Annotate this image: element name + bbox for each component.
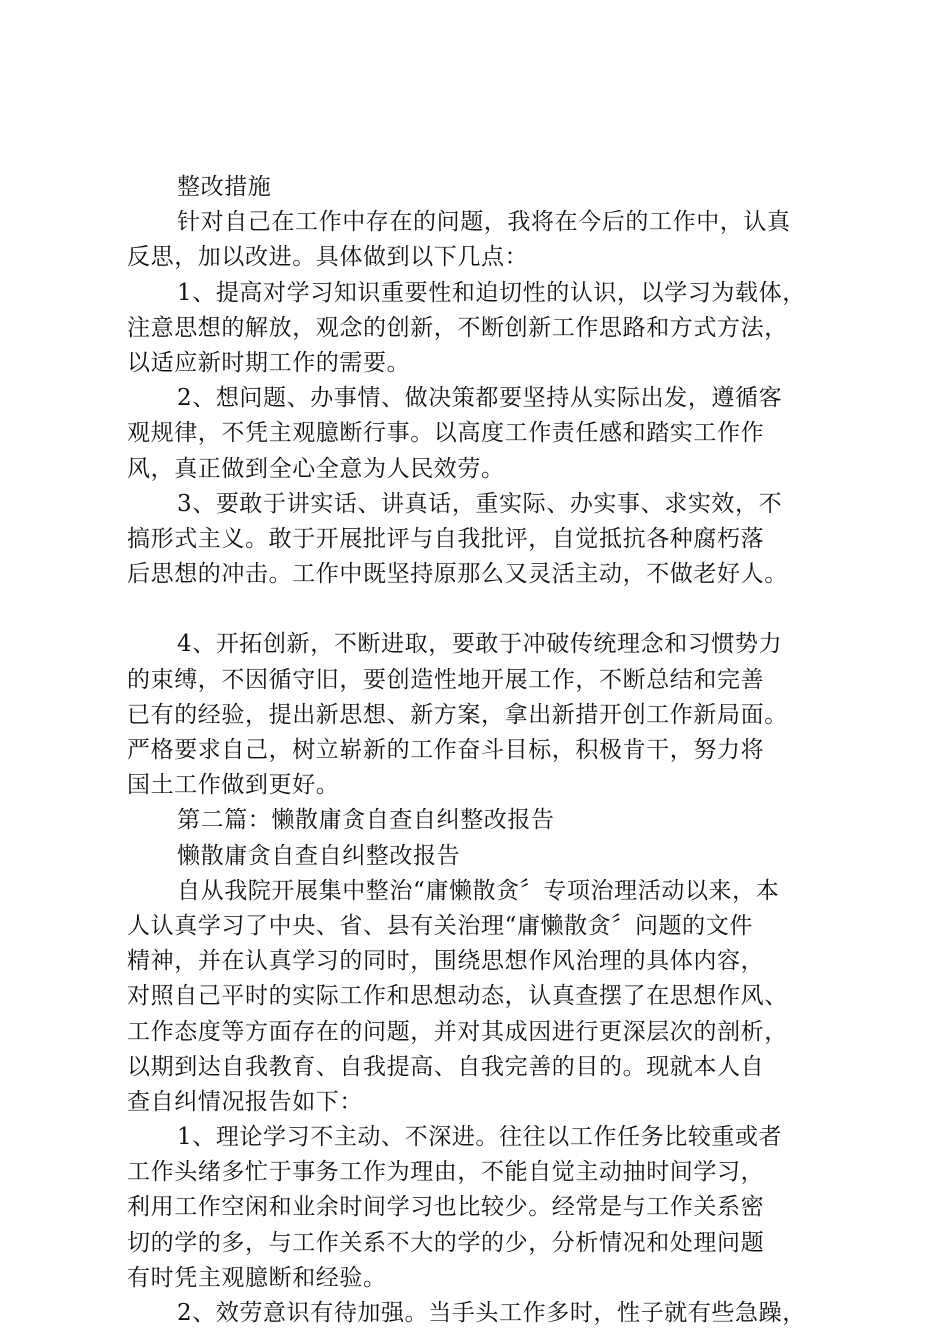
paragraph-line: 有时凭主观臆断和经验。 [127,1264,387,1291]
paragraph-line: 风，真正做到全心全意为人民效劳。 [127,455,505,482]
paragraph-line: 查自纠情况报告如下： [127,1088,363,1115]
paragraph-line: 人认真学习了中央、省、县有关治理“庸懒散贪〞问题的文件 [127,912,753,939]
blank-line [127,592,847,627]
paragraph-line: 2、效劳意识有待加强。当手头工作多时，性子就有些急躁， [177,1300,806,1326]
paragraph-line: 已有的经验，提出新思想、新方案，拿出新措开创工作新局面。 [127,701,788,728]
paragraph-line: 的束缚，不因循守旧，要创造性地开展工作，不断总结和完善 [127,666,765,693]
paragraph-line: 注意思想的解放，观念的创新，不断创新工作思路和方式方法， [127,314,788,341]
paragraph-line: 搞形式主义。敢于开展批评与自我批评，自觉抵抗各种腐朽落 [127,525,765,552]
paragraph-line: 工作态度等方面存在的问题，并对其成因进行更深层次的剖析， [127,1018,788,1045]
report-title: 懒散庸贪自查自纠整改报告 [177,842,461,869]
paragraph-line: 1、理论学习不主动、不深进。往往以工作任务比较重或者 [177,1124,783,1151]
paragraph-line: 2、想问题、办事情、做决策都要坚持从实际出发，遵循客 [177,385,783,412]
paragraph-line: 切的学的多，与工作关系不大的学的少，分析情况和处理问题 [127,1229,765,1256]
paragraph-line: 自从我院开展集中整治“庸懒散贪〞专项治理活动以来，本 [177,877,780,904]
paragraph-line: 4、开拓创新，不断进取，要敢于冲破传统理念和习惯势力 [177,631,783,658]
paragraph-line: 3、要敢于讲实话、讲真话，重实际、办实事、求实效，不 [177,490,783,517]
paragraph-line: 观规律，不凭主观臆断行事。以高度工作责任感和踏实工作作 [127,420,765,447]
paragraph-line: 1、提高对学习知识重要性和迫切性的认识，以学习为载体， [177,279,806,306]
section-heading: 整改措施 [177,174,272,200]
paragraph-line: 以适应新时期工作的需要。 [127,349,411,376]
paragraph-line: 后思想的冲击。工作中既坚持原那么又灵活主动，不做老好人。 [127,561,788,588]
paragraph-line: 对照自己平时的实际工作和思想动态，认真查摆了在思想作风、 [127,983,788,1010]
paragraph-line: 以期到达自我教育、自我提高、自我完善的目的。现就本人自 [127,1053,765,1080]
paragraph-line: 利用工作空闲和业余时间学习也比较少。经常是与工作关系密 [127,1194,765,1221]
paragraph-line: 精神，并在认真学习的同时，围绕思想作风治理的具体内容， [127,948,765,975]
paragraph-line: 反思，加以改进。具体做到以下几点： [127,244,529,271]
paragraph-line: 工作头绪多忙于事务工作为理由，不能自觉主动抽时间学习， [127,1159,765,1186]
document-body [127,170,847,1331]
paragraph-line: 严格要求自己，树立崭新的工作奋斗目标，积极肯干，努力将 [127,737,765,763]
paragraph-line: 针对自己在工作中存在的问题，我将在今后的工作中，认真 [177,209,791,236]
paragraph-line: 国土工作做到更好。 [127,772,340,799]
part-title: 第二篇：懒散庸贪自查自纠整改报告 [177,807,555,834]
